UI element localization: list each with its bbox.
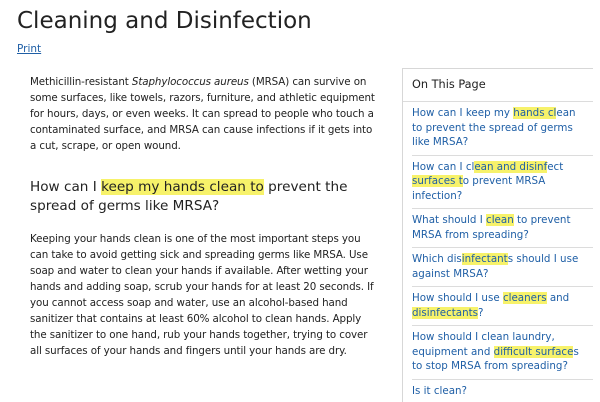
section-heading [30,178,380,216]
toc-link[interactable] [412,326,593,380]
main-content [30,74,380,359]
toc-link[interactable] [412,287,593,326]
toc-link[interactable] [412,209,593,248]
intro-italic-name: Staphylococcus aureus [131,76,249,88]
toc-link-highlight: hands cl [513,107,557,119]
toc-link-text: o prevent MRSA infection? [412,175,546,202]
toc-link[interactable] [412,248,593,287]
intro-paragraph [30,74,380,154]
page-title: Cleaning and Disinfection [17,8,312,34]
toc-link-text: s to stop MRSA from spreading? [412,345,579,372]
toc-link-highlight: disinfectants [412,306,479,319]
toc-link-text: ean to prevent the spread of germs like MRSA? [412,107,576,148]
toc-link-text: Which dis [412,253,462,265]
toc-link-highlight: cleaners [502,292,547,304]
toc-link[interactable] [412,380,593,402]
toc-link-text: and [546,292,570,304]
on-this-page-sidebar [402,68,593,402]
toc-link-text: How can I keep my [412,107,514,119]
toc-link-highlight: clean [486,214,514,226]
toc-link-text: ect [547,160,564,173]
toc-link-text: How can I cl [412,160,475,173]
toc-link[interactable] [412,102,593,156]
sidebar-title: On This Page [403,69,593,102]
toc-list [403,102,593,402]
toc-link-text: How should I clean laundry, equipment and [412,331,555,358]
toc-link-text: Is it clean? [412,384,468,397]
section-heading-highlight: keep my hands clean to [101,179,264,195]
toc-link-highlight: difficult surface [493,345,574,358]
toc-link-highlight: infectant [461,253,508,265]
toc-link-text: How should I use [412,292,503,304]
toc-link-text: to prevent MRSA from spreading? [412,214,571,241]
toc-link-text: ? [478,306,484,319]
toc-link[interactable] [412,156,593,210]
toc-link-highlight: surfaces t [412,175,463,187]
intro-text-start: Methicillin-resistant [30,76,132,88]
section-heading-end: prevent the spread of germs like MRSA? [30,179,348,214]
toc-link-text: What should I [412,214,487,226]
toc-link-text: s should I use against MRSA? [412,253,579,280]
intro-text-end: (MRSA) can survive on some surfaces, like towels, razors, furniture, and athletic equipment for hours, days, or even weeks. It can spread to people who touch a contaminated surface, and MRSA can cause infections if it gets into a cut, scrape, or open wound. [30,76,375,152]
print-link[interactable]: Print [17,43,42,55]
toc-link-highlight: ean and disinf [474,160,548,173]
section-paragraph: Keeping your hands clean is one of the most important steps you can take to avoid getting sick and spreading germs like MRSA. Use soap and water to clean your hands if available. After wetting your hands and adding soap, scrub your hands for at least 20 seconds. If you cannot access soap and water, use an alcohol-based hand sanitizer that contains at least 60% alcohol to clean hands. Apply the sanitizer to one hand, rub your hands together, trying to cover all surfaces of your hands and fingers until your hands are dry. [30,233,374,357]
section-heading-start: How can I [30,179,102,195]
